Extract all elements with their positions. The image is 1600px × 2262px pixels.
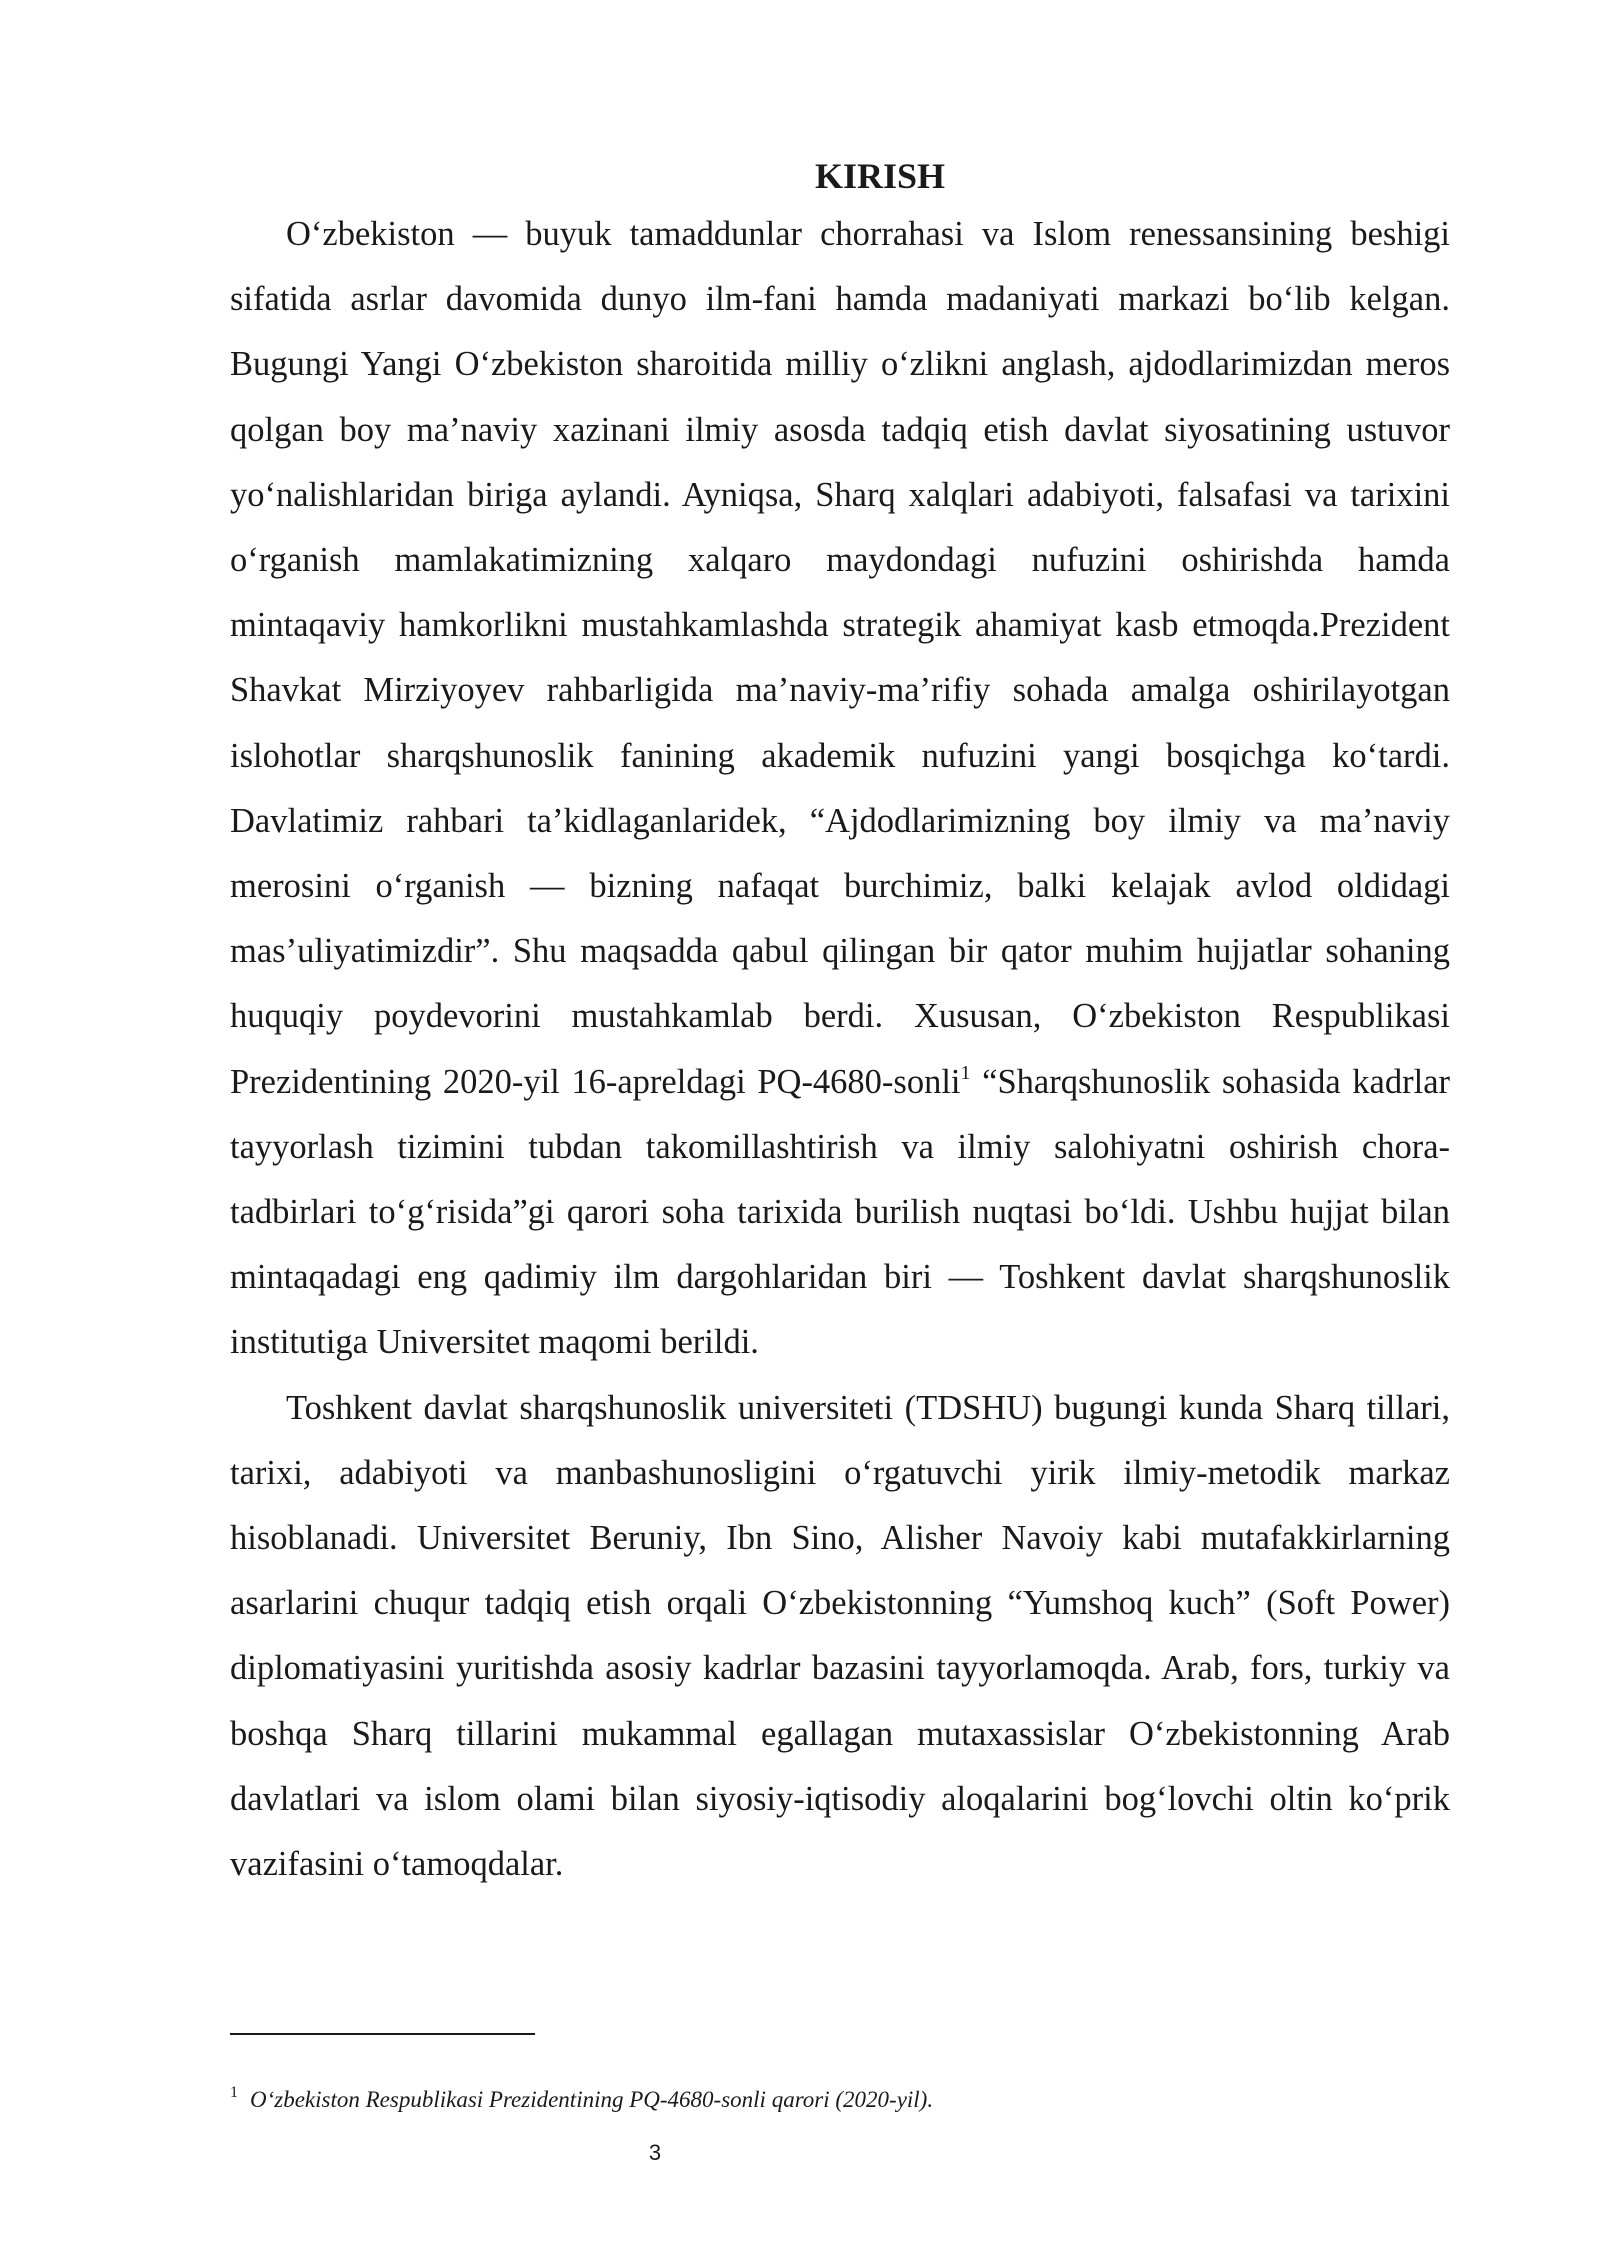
footnote [230,2078,1450,2115]
footnote-reference[interactable]: 1 [960,1061,971,1084]
footnote-mark: 1 [230,2084,238,2101]
page-number: 3 [648,2140,662,2165]
footnote-separator [230,2033,535,2035]
footnote-text: O‘zbekiston Respublikasi Prezidentining PQ-4680-sonli qarori (2020-yil). [250,2087,934,2112]
paragraph-intro-continuation: “Sharqshunoslik sohasida kadrlar tayyorlash tizimini tubdan takomillashtirish va ilmiy salohiyatni oshirish chora-tadbirlari to‘g‘risida”gi qarori soha tarixida burilish nuqtasi bo‘ldi. Ushbu hujjat bilan mintaqadagi eng qadimiy ilm dargohlaridan biri — Toshkent davlat sharqshunoslik institutiga Universitet maqomi berildi. [230,1062,1450,1362]
paragraph-intro [230,202,1450,1376]
body-content [230,150,1450,1897]
page-title: KIRISH [814,156,946,196]
paragraph-intro-text: O‘zbekiston — buyuk tamaddunlar chorrahasi va Islom renessansining beshigi sifatida asrlar davomida dunyo ilm-fani hamda madaniyati markazi bo‘lib kelgan. Bugungi Yangi O‘zbekiston sharoitida milliy o‘zlikni anglash, ajdodlarimizdan meros qolgan boy ma’naviy xazinani ilmiy asosda tadqiq etish davlat siyosatining ustuvor yo‘nalishlaridan biriga aylandi. Ayniqsa, Sharq xalqlari adabiyoti, falsafasi va tarixini o‘rganish mamlakatimizning xalqaro maydondagi nufuzini oshirishda hamda mintaqaviy hamkorlikni mustahkamlashda strategik ahamiyat kasb etmoqda.Prezident Shavkat Mirziyoyev rahbarligida ma’naviy-ma’rifiy sohada amalga oshirilayotgan islohotlar sharqshunoslik fanining akademik nufuzini yangi bosqichga ko‘tardi. Davlatimiz rahbari ta’kidlaganlaridek, “Ajdodlarimizning boy ilmiy va ma’naviy merosini o‘rganish — bizning nafaqat burchimiz, balki kelajak avlod oldidagi mas’uliyatimizdir”. Shu maqsadda qabul qilingan bir qator muhim hujjatlar sohaning huquqiy poydevorini mustahkamlab berdi. Xususan, O‘zbekiston Respublikasi Prezidentining 2020-yil 16-apreldagi PQ-4680-sonli [230,215,1450,1101]
paragraph-tdshu: Toshkent davlat sharqshunoslik universiteti (TDSHU) bugungi kunda Sharq tillari, tarixi, adabiyoti va manbashunosligini o‘rgatuvchi yirik ilmiy-metodik markaz hisoblanadi. Universitet Beruniy, Ibn Sino, Alisher Navoiy kabi mutafakkirlarning asarlarini chuqur tadqiq etish orqali O‘zbekistonning “Yumshoq kuch” (Soft Power) diplomatiyasini yuritishda asosiy kadrlar bazasini tayyorlamoqda. Arab, fors, turkiy va boshqa Sharq tillarini mukammal egallagan mutaxassislar O‘zbekistonning Arab davlatlari va islom olami bilan siyosiy-iqtisodiy aloqalarini bog‘lovchi oltin ko‘prik vazifasini o‘tamoqdalar. [230,1388,1450,1884]
